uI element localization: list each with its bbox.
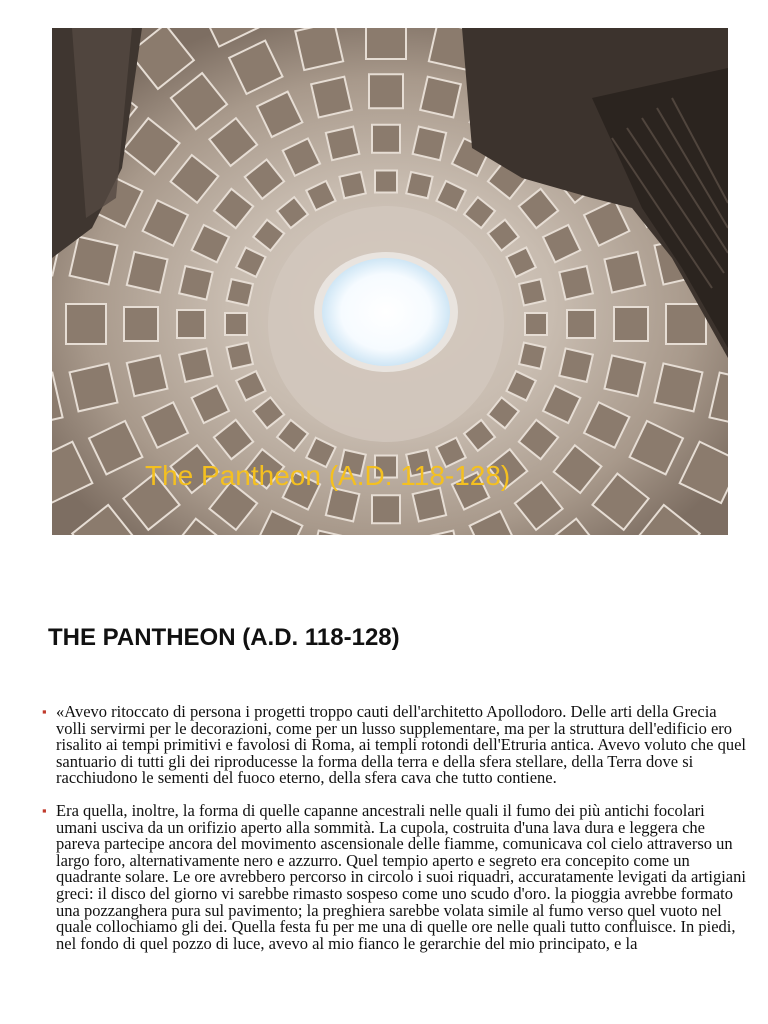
paragraph-text: Era quella, inoltre, la forma di quelle capanne ancestrali nelle quali il fumo dei più antichi focolari umani usciva da un orifizio aperto alla sommità. La cupola, costruita d'una lava dura e leggera che pareva partecipe ancora del movimento ascensionale delle fiamme, comunicava col cielo attraverso un largo foro, alternativamente nero e azzurro. Quel tempio aperto e segreto era concepito come un quadrante solare. Le ore avrebbero percorso in circolo i suoi riquadri, accuratamente levigati da artigiani greci: il disco del giorno vi sarebbe rimasto sospeso come uno scudo d'oro. la pioggia avrebbe formato una pozzanghera pura sul pavimento; la preghiera sarebbe volata simile al fumo verso quel vuoto nel quale collochiamo gli dei. Quella festa fu per me una di quelle ore nelle quali tutto confluisce. In piedi, nel fondo di quel pozzo di luce, avevo al mio fianco le gerarchie del mio principato, e la (56, 800, 746, 953)
coffer (179, 266, 213, 300)
coffer (369, 74, 403, 108)
coffer (225, 313, 247, 335)
coffer (614, 307, 648, 341)
coffer (366, 28, 406, 59)
coffer (666, 304, 706, 344)
coffer (567, 310, 595, 338)
coffer (326, 488, 360, 522)
coffer (375, 171, 397, 193)
coffer (66, 304, 106, 344)
coffer (179, 348, 213, 382)
dome-illustration (52, 28, 728, 535)
coffer (70, 363, 118, 411)
coffer (605, 355, 646, 396)
coffer (372, 495, 400, 523)
coffer (124, 307, 158, 341)
coffer (339, 172, 365, 198)
coffer (295, 28, 343, 70)
coffer (559, 266, 593, 300)
photo-caption: The Pantheon (A.D. 118-128) (145, 460, 511, 491)
coffer (227, 343, 253, 369)
page-title: THE PANTHEON (A.D. 118-128) (48, 624, 400, 651)
coffer (413, 488, 447, 522)
bullet-icon: ▪ (42, 802, 47, 818)
coffer (406, 172, 432, 198)
coffer (127, 252, 168, 293)
coffer (413, 127, 447, 161)
coffer (127, 355, 168, 396)
coffer (519, 279, 545, 305)
paragraph-item (40, 800, 748, 953)
coffer (559, 348, 593, 382)
coffer (519, 343, 545, 369)
body-text-list (40, 704, 748, 968)
paragraph-text: «Avevo ritoccato di persona i progetti troppo cauti dell'architetto Apollodoro. Delle arti della Grecia volli servirmi per le decorazioni, come per un lusso supplementare, ma per la struttura dell'edificio ero risalito ai tempi primitivi e favolosi di Roma, ai templi rotondi dell'Etruria antica. Avevo voluto che quel santuario di tutti gli dei riproducesse la forma della terra e della sfera stellare, della Terra dove si racchiudono le sementi del fuoco eterno, della sfera cava che tutto contiene. (56, 702, 747, 788)
bullet-icon: ▪ (42, 704, 47, 719)
coffer (227, 279, 253, 305)
paragraph-item (40, 704, 748, 787)
coffer (326, 127, 360, 161)
coffer (525, 313, 547, 335)
coffer (605, 252, 646, 293)
coffer (70, 237, 118, 285)
coffer (177, 310, 205, 338)
coffer (372, 125, 400, 153)
oculus (322, 258, 450, 366)
coffer (311, 77, 352, 118)
coffer (655, 363, 703, 411)
coffer (420, 77, 461, 118)
pantheon-dome-photo (52, 28, 728, 535)
